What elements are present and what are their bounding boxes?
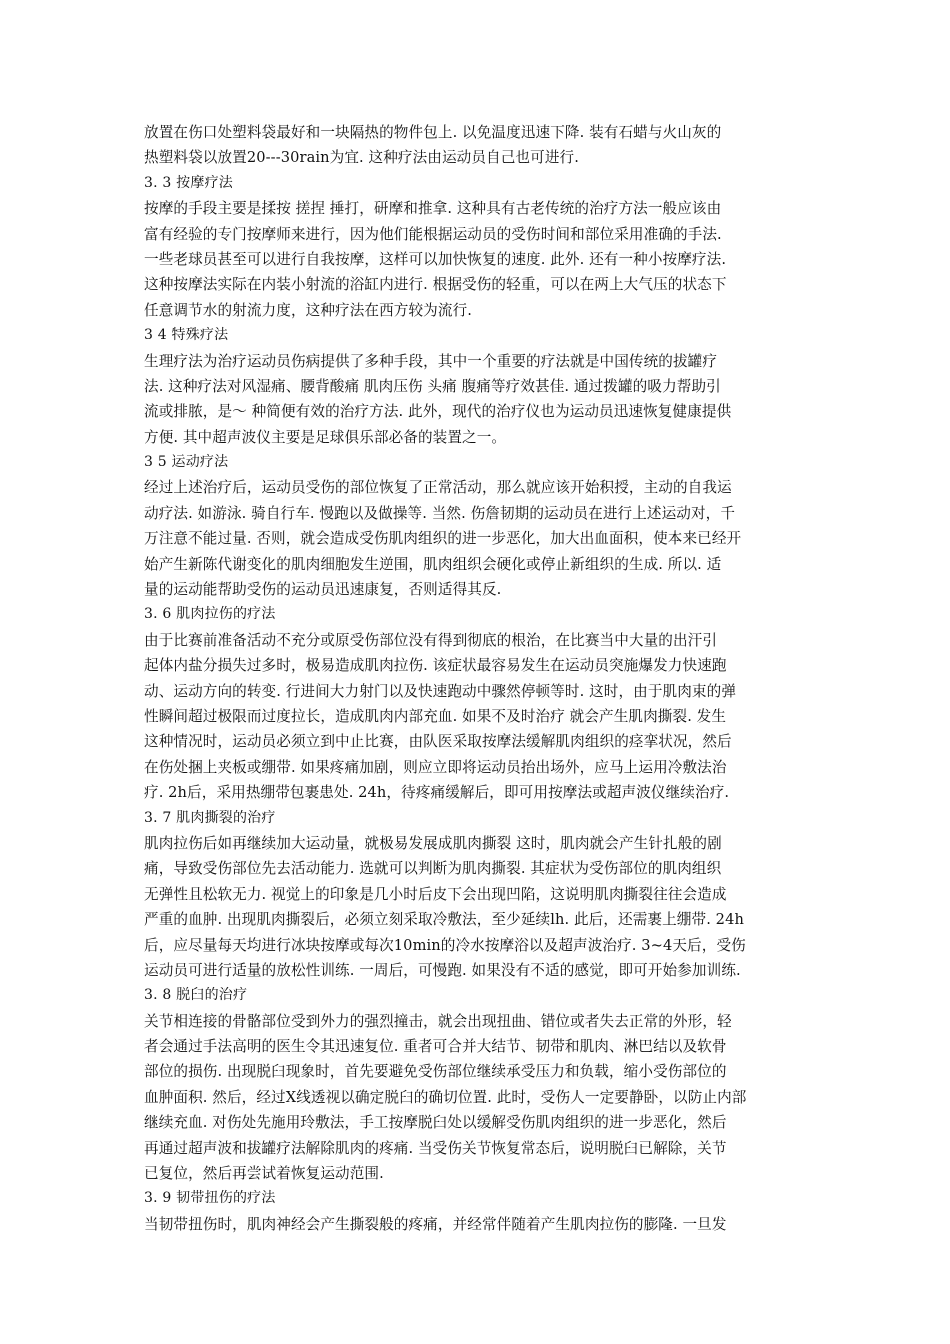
text-line: 一些老球员甚至可以进行自我按摩，这样可以加快恢复的速度. 此外. 还有一种小按摩疗法. (144, 250, 727, 268)
text-line: 起体内盐分损失过多时，极易造成肌肉拉伤. 该症状最容易发生在运动员突施爆发力快速跑 (144, 657, 727, 675)
text-line: 已复位，然后再尝试着恢复运动范围. (144, 1165, 384, 1183)
text-line: 在伤处捆上夹板或绷带. 如果疼痛加剧，则应立即将运动员抬出场外，应马上运用冷敷法治 (144, 758, 727, 776)
text-line: 痛，导致受伤部位先去活动能力. 选就可以判断为肌肉撕裂. 其症状为受伤部位的肌肉组织 (144, 860, 722, 878)
text-line: 后，应尽量每天均进行冰块按摩或每次10min的冷水按摩浴以及超声波治疗. 3~4天后，受伤 (144, 936, 746, 954)
text-line: 再通过超声波和拔罐疗法解除肌肉的疼痛. 当受伤关节恢复常态后，说明脱臼已解除，关节 (144, 1139, 727, 1157)
text-line: 放置在伤口处塑料袋最好和一块隔热的物件包上. 以免温度迅速下降. 装有石蜡与火山灰的 (144, 124, 722, 141)
text-line: 关节相连接的骨骼部位受到外力的强烈撞击，就会出现扭曲、错位或者失去正常的外形，轻 (144, 1012, 732, 1030)
section-heading: 3. 8 脱臼的治疗 (144, 987, 248, 1004)
section-heading: 3. 6 肌肉拉伤的疗法 (144, 606, 276, 623)
text-line: 方便. 其中超声波仪主要是足球俱乐部必备的装置之一。 (144, 428, 507, 446)
text-line: 这种按摩法实际在内装小射流的浴缸内进行. 根据受伤的轻重，可以在两上大气压的状态下 (144, 276, 727, 294)
section-heading: 3 5 运动疗法 (144, 454, 229, 471)
text-line: 量的运动能帮助受伤的运动员迅速康复，否则适得其反. (144, 581, 502, 599)
text-line: 继续充血. 对伤处先施用玲敷法，手工按摩脱臼处以缓解受伤肌肉组织的进一步恶化，然后 (144, 1114, 727, 1132)
text-line: 经过上述治疗后，运动员受伤的部位恢复了正常活动，那么就应该开始积授，主动的自我运 (144, 479, 732, 497)
section-heading: 3 4 特殊疗法 (144, 327, 229, 344)
text-line: 由于比赛前准备活动不充分或原受伤部位没有得到彻底的根治，在比赛当中大量的出汗引 (144, 631, 718, 649)
text-line: 严重的血肿. 出现肌肉撕裂后，必须立刻采取冷敷法，至少延续lh. 此后，还需裹上绷带. 24h (144, 911, 744, 929)
text-line: 富有经验的专门按摩师来进行，因为他们能根据运动员的受伤时间和部位采用准确的手法. (144, 225, 722, 243)
section-heading: 3. 3 按摩疗法 (144, 174, 233, 191)
text-line: 当韧带扭伤时，肌肉神经会产生撕裂般的疼痛，并经常伴随着产生肌肉拉伤的膨隆. 一旦发 (144, 1215, 727, 1233)
document-page (144, 120, 824, 1237)
text-line: 生理疗法为治疗运动员伤病提供了多种手段，其中一个重要的疗法就是中国传统的拔罐疗 (144, 352, 718, 370)
text-line: 肌肉拉伤后如再继续加大运动量，就极易发展成肌肉撕裂 这时，肌肉就会产生针扎般的剧 (144, 834, 722, 852)
text-line: 动、运动方向的转变. 行进间大力射门以及快速跑动中骤然停顿等时. 这时，由于肌肉束的弹 (144, 682, 737, 700)
text-line: 无弹性且松软无力. 视觉上的印象是几小时后皮下会出现凹陷，这说明肌肉撕裂往往会造成 (144, 885, 727, 903)
text-line: 热塑料袋以放置20---30rain为宜. 这种疗法由运动员自己也可进行. (144, 149, 579, 167)
text-line: 者会通过手法高明的医生令其迅速复位. 重者可合并大结节、韧带和肌肉、淋巴结以及软骨 (144, 1038, 727, 1056)
text-line: 运动员可进行适量的放松性训练. 一周后，可慢跑. 如果没有不适的感觉，即可开始参加训练. (144, 961, 741, 979)
text-line: 血肿面积. 然后，经过X线透视以确定脱臼的确切位置. 此时，受伤人一定要静卧，以防止内部 (144, 1088, 747, 1106)
text-line: 动疗法. 如游泳. 骑自行车. 慢跑以及做操等. 当然. 伤詹韧期的运动员在进行上述运动对，千 (144, 504, 736, 522)
text-line: 这种情况时，运动员必须立到中止比赛，由队医采取按摩法缓解肌肉组织的痉挛状况，然后 (144, 733, 732, 751)
section-heading: 3. 7 肌肉撕裂的治疗 (144, 809, 276, 826)
text-line: 始产生新陈代谢变化的肌肉细胞发生逆围，肌肉组织会硬化或停止新组织的生成. 所以. 适 (144, 555, 722, 573)
text-line: 流或排脓，是～ 种简便有效的治疗方法. 此外，现代的治疗仪也为运动员迅速恢复健康提供 (144, 403, 732, 421)
text-line: 任意调节水的射流力度，这种疗法在西方较为流行. (144, 301, 473, 319)
text-line: 性瞬间超过极限而过度拉长，造成肌肉内部充血. 如果不及时治疗 就会产生肌肉撕裂. 发生 (144, 707, 727, 725)
text-line: 按摩的手段主要是揉按 搓捏 捶打，研摩和推拿. 这种具有古老传统的治疗方法一般应该由 (144, 200, 722, 218)
text-line: 法. 这种疗法对风湿痛、腰背酸痛 肌肉压伤 头痛 腹痛等疗效甚佳. 通过拨罐的吸力帮助引 (144, 377, 721, 395)
text-line: 部位的损伤. 出现脱臼现象时，首先要避免受伤部位继续承受压力和负载，缩小受伤部位的 (144, 1063, 727, 1081)
section-heading: 3. 9 韧带扭伤的疗法 (144, 1190, 276, 1207)
text-line: 疗. 2h后，采用热绷带包裹患处. 24h，待疼痛缓解后，即可用按摩法或超声波仪继续治疗. (144, 784, 730, 802)
text-line: 万注意不能过量. 否则，就会造成受伤肌肉组织的进一步恶化，加大出血面积，使本来已经开 (144, 530, 742, 548)
